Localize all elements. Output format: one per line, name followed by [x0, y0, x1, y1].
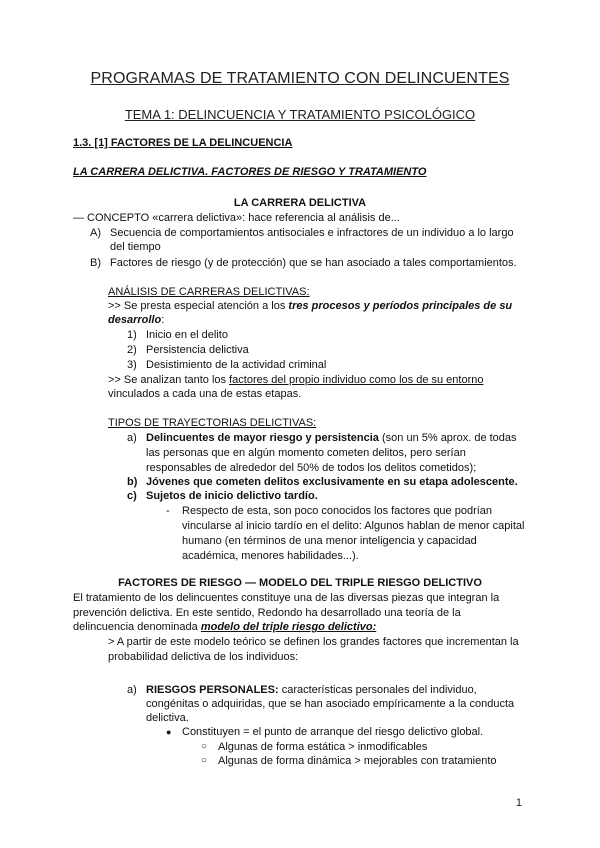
- factores-sub: Algunas de forma dinámica > mejorables con tratamiento: [218, 755, 497, 767]
- circle-marker: ○: [201, 755, 208, 766]
- factores-paragraph: prevención delictiva. En este sentido, Redondo ha desarrollado una teoría de la: [73, 607, 461, 619]
- list-marker: a): [127, 684, 137, 696]
- factores-p3-pre: delincuencia denominada: [73, 621, 201, 633]
- list-marker: b): [127, 476, 138, 488]
- analisis-intro: [108, 299, 512, 314]
- list-item-text: Secuencia de comportamientos antisociales e infractores de un individuo a lo largo: [110, 227, 514, 239]
- factores-paragraph: [73, 620, 376, 635]
- tipos-a-rest: (son un 5% aprox. de todas: [378, 432, 517, 444]
- list-item-text: Persistencia delictiva: [146, 344, 249, 356]
- list-item-text-cont: del tiempo: [110, 241, 161, 253]
- circle-marker: ○: [201, 741, 208, 752]
- tipos-a-cont2: responsables de alrededor del 50% de todos los delitos cometidos);: [146, 462, 477, 474]
- tipos-c-sub: académica, menores habilidades...).: [182, 550, 359, 562]
- factores-sub: Algunas de forma estática > inmodificables: [218, 741, 428, 753]
- list-marker: a): [127, 432, 137, 444]
- subsection-heading: LA CARRERA DELICTIVA. FACTORES DE RIESGO Y TRATAMIENTO: [73, 166, 427, 178]
- factores-a-cont: congénitas o adquiridas, que se han asociado empíricamente a la conducta: [146, 698, 515, 710]
- tipos-c-sub: Respecto de esta, son poco conocidos los factores que podrían: [182, 505, 493, 517]
- analisis-intro-bold: tres procesos y períodos principales de su: [288, 300, 513, 312]
- factores-a-rest: características personales del individuo,: [278, 684, 477, 696]
- list-marker: B): [90, 257, 101, 269]
- list-marker: A): [90, 227, 101, 239]
- concept-line: — CONCEPTO «carrera delictiva»: hace referencia al análisis de...: [73, 212, 400, 224]
- analisis-note-underlined: factores del propio individuo como los de su entorno: [229, 374, 484, 386]
- analisis-intro-pre: >> Se presta especial atención a los: [108, 300, 289, 312]
- list-item-text: Desistimiento de la actividad criminal: [146, 359, 327, 371]
- analisis-note: [108, 373, 483, 388]
- tipos-heading: TIPOS DE TRAYECTORIAS DELICTIVAS:: [108, 417, 317, 429]
- dash-marker: -: [166, 505, 170, 517]
- analisis-intro-post: :: [161, 314, 165, 326]
- factores-heading: FACTORES DE RIESGO — MODELO DEL TRIPLE RIESGO DELICTIVO: [118, 577, 482, 589]
- analisis-intro-cont: [108, 313, 164, 328]
- factores-a-cont2: delictiva.: [146, 712, 189, 724]
- list-marker: 1): [127, 329, 137, 341]
- bullet-marker: ●: [166, 727, 172, 737]
- list-marker: c): [127, 490, 137, 502]
- factores-paragraph: probabilidad delictiva de los individuos:: [108, 651, 299, 663]
- carrera-heading: LA CARRERA DELICTIVA: [233, 197, 367, 209]
- list-marker: 3): [127, 359, 137, 371]
- tipos-a-bold: Delincuentes de mayor riesgo y persistencia: [146, 432, 379, 444]
- list-item-text: Inicio en el delito: [146, 329, 228, 341]
- analisis-intro-bold2: desarrollo: [108, 314, 162, 326]
- factores-a: [146, 683, 477, 698]
- list-marker: 2): [127, 344, 137, 356]
- list-item-text: Factores de riesgo (y de protección) que se han asociado a tales comportamientos.: [110, 257, 517, 269]
- document-subtitle: TEMA 1: DELINCUENCIA Y TRATAMIENTO PSICOLÓGICO: [124, 107, 476, 122]
- page-number: 1: [515, 797, 522, 809]
- section-heading: 1.3. [1] FACTORES DE LA DELINCUENCIA: [73, 137, 293, 149]
- factores-paragraph: > A partir de este modelo teórico se definen los grandes factores que incrementan la: [108, 636, 519, 648]
- factores-p3-model: modelo del triple riesgo delictivo:: [200, 621, 377, 633]
- analisis-note-cont: vinculados a cada una de estas etapas.: [108, 388, 302, 400]
- analisis-heading: ANÁLISIS DE CARRERAS DELICTIVAS:: [108, 286, 310, 298]
- tipos-c-sub: humano (en términos de una menor inteligencia y capacidad: [182, 535, 477, 547]
- tipos-c-sub: vincularse al inicio tardío en el delito: Algunos hablan de menor capital: [182, 520, 525, 532]
- tipos-b: Jóvenes que cometen delitos exclusivamente en su etapa adolescente.: [146, 476, 518, 488]
- analisis-note-pre: >> Se analizan tanto los: [108, 374, 230, 386]
- tipos-a-cont: las personas que en algún momento cometen delitos, pero serían: [146, 447, 466, 459]
- tipos-a: [146, 431, 517, 446]
- factores-bullet: Constituyen = el punto de arranque del riesgo delictivo global.: [182, 726, 484, 738]
- tipos-c: Sujetos de inicio delictivo tardío.: [146, 490, 318, 502]
- document-title: PROGRAMAS DE TRATAMIENTO CON DELINCUENTES: [90, 70, 510, 87]
- factores-a-bold: RIESGOS PERSONALES:: [146, 684, 279, 696]
- factores-paragraph: El tratamiento de los delincuentes constituye una de las diversas piezas que integran la: [73, 592, 500, 604]
